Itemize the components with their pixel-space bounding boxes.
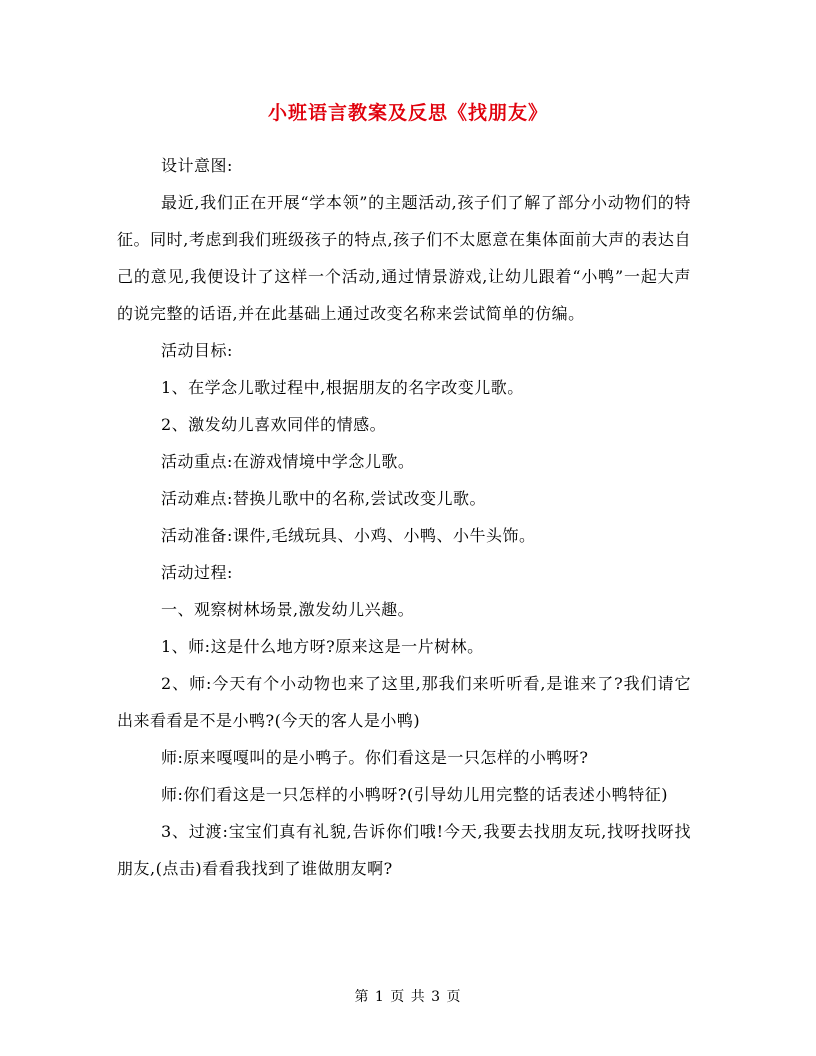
- paragraph-teacher-line-1: 师:原来嘎嘎叫的是小鸭子。你们看这是一只怎样的小鸭呀?: [161, 748, 589, 767]
- paragraph-design-intent: 最近,我们正在开展“学本领”的主题活动,孩子们了解了部分小动物们的特征。同时,考虑到我们班级孩子的特点,孩子们不太愿意在集体面前大声的表达自己的意见,我便设计了这样一个活动,通过情景游戏,让幼儿跟着“小鸭”一起大声的说完整的话语,并在此基础上通过改变名称来尝试简单的仿编。: [117, 193, 691, 323]
- paragraph-design-intent-heading: 设计意图:: [161, 156, 233, 175]
- paragraph-goals-heading: 活动目标:: [161, 341, 233, 360]
- paragraph-step-1-3: 3、过渡:宝宝们真有礼貌,告诉你们哦!今天,我要去找朋友玩,找呀找呀找朋友,(点击)看看我找到了谁做朋友啊?: [117, 822, 691, 878]
- document-body: [117, 147, 691, 887]
- paragraph-teacher-line-2: 师:你们看这是一只怎样的小鸭呀?(引导幼儿用完整的话表述小鸭特征): [161, 785, 668, 804]
- paragraph-key-point: 活动重点:在游戏情境中学念儿歌。: [161, 452, 415, 471]
- paragraph-goal-2: 2、激发幼儿喜欢同伴的情感。: [161, 415, 387, 434]
- page-footer: 第 1 页 共 3 页: [354, 989, 462, 1005]
- document-title: 小班语言教案及反思《找朋友》: [267, 102, 548, 124]
- paragraph-process-heading: 活动过程:: [161, 563, 233, 582]
- paragraph-goal-1: 1、在学念儿歌过程中,根据朋友的名字改变儿歌。: [161, 378, 524, 397]
- paragraph-step-one: 一、观察树林场景,激发幼儿兴趣。: [161, 600, 415, 619]
- paragraph-step-1-2: 2、师:今天有个小动物也来了这里,那我们来听听看,是谁来了?我们请它出来看看是不是小鸭?(今天的客人是小鸭): [117, 674, 691, 730]
- paragraph-preparation: 活动准备:课件,毛绒玩具、小鸡、小鸭、小牛头饰。: [161, 526, 536, 545]
- paragraph-difficulty: 活动难点:替换儿歌中的名称,尝试改变儿歌。: [161, 489, 486, 508]
- paragraph-step-1-1: 1、师:这是什么地方呀?原来这是一片树林。: [161, 637, 484, 656]
